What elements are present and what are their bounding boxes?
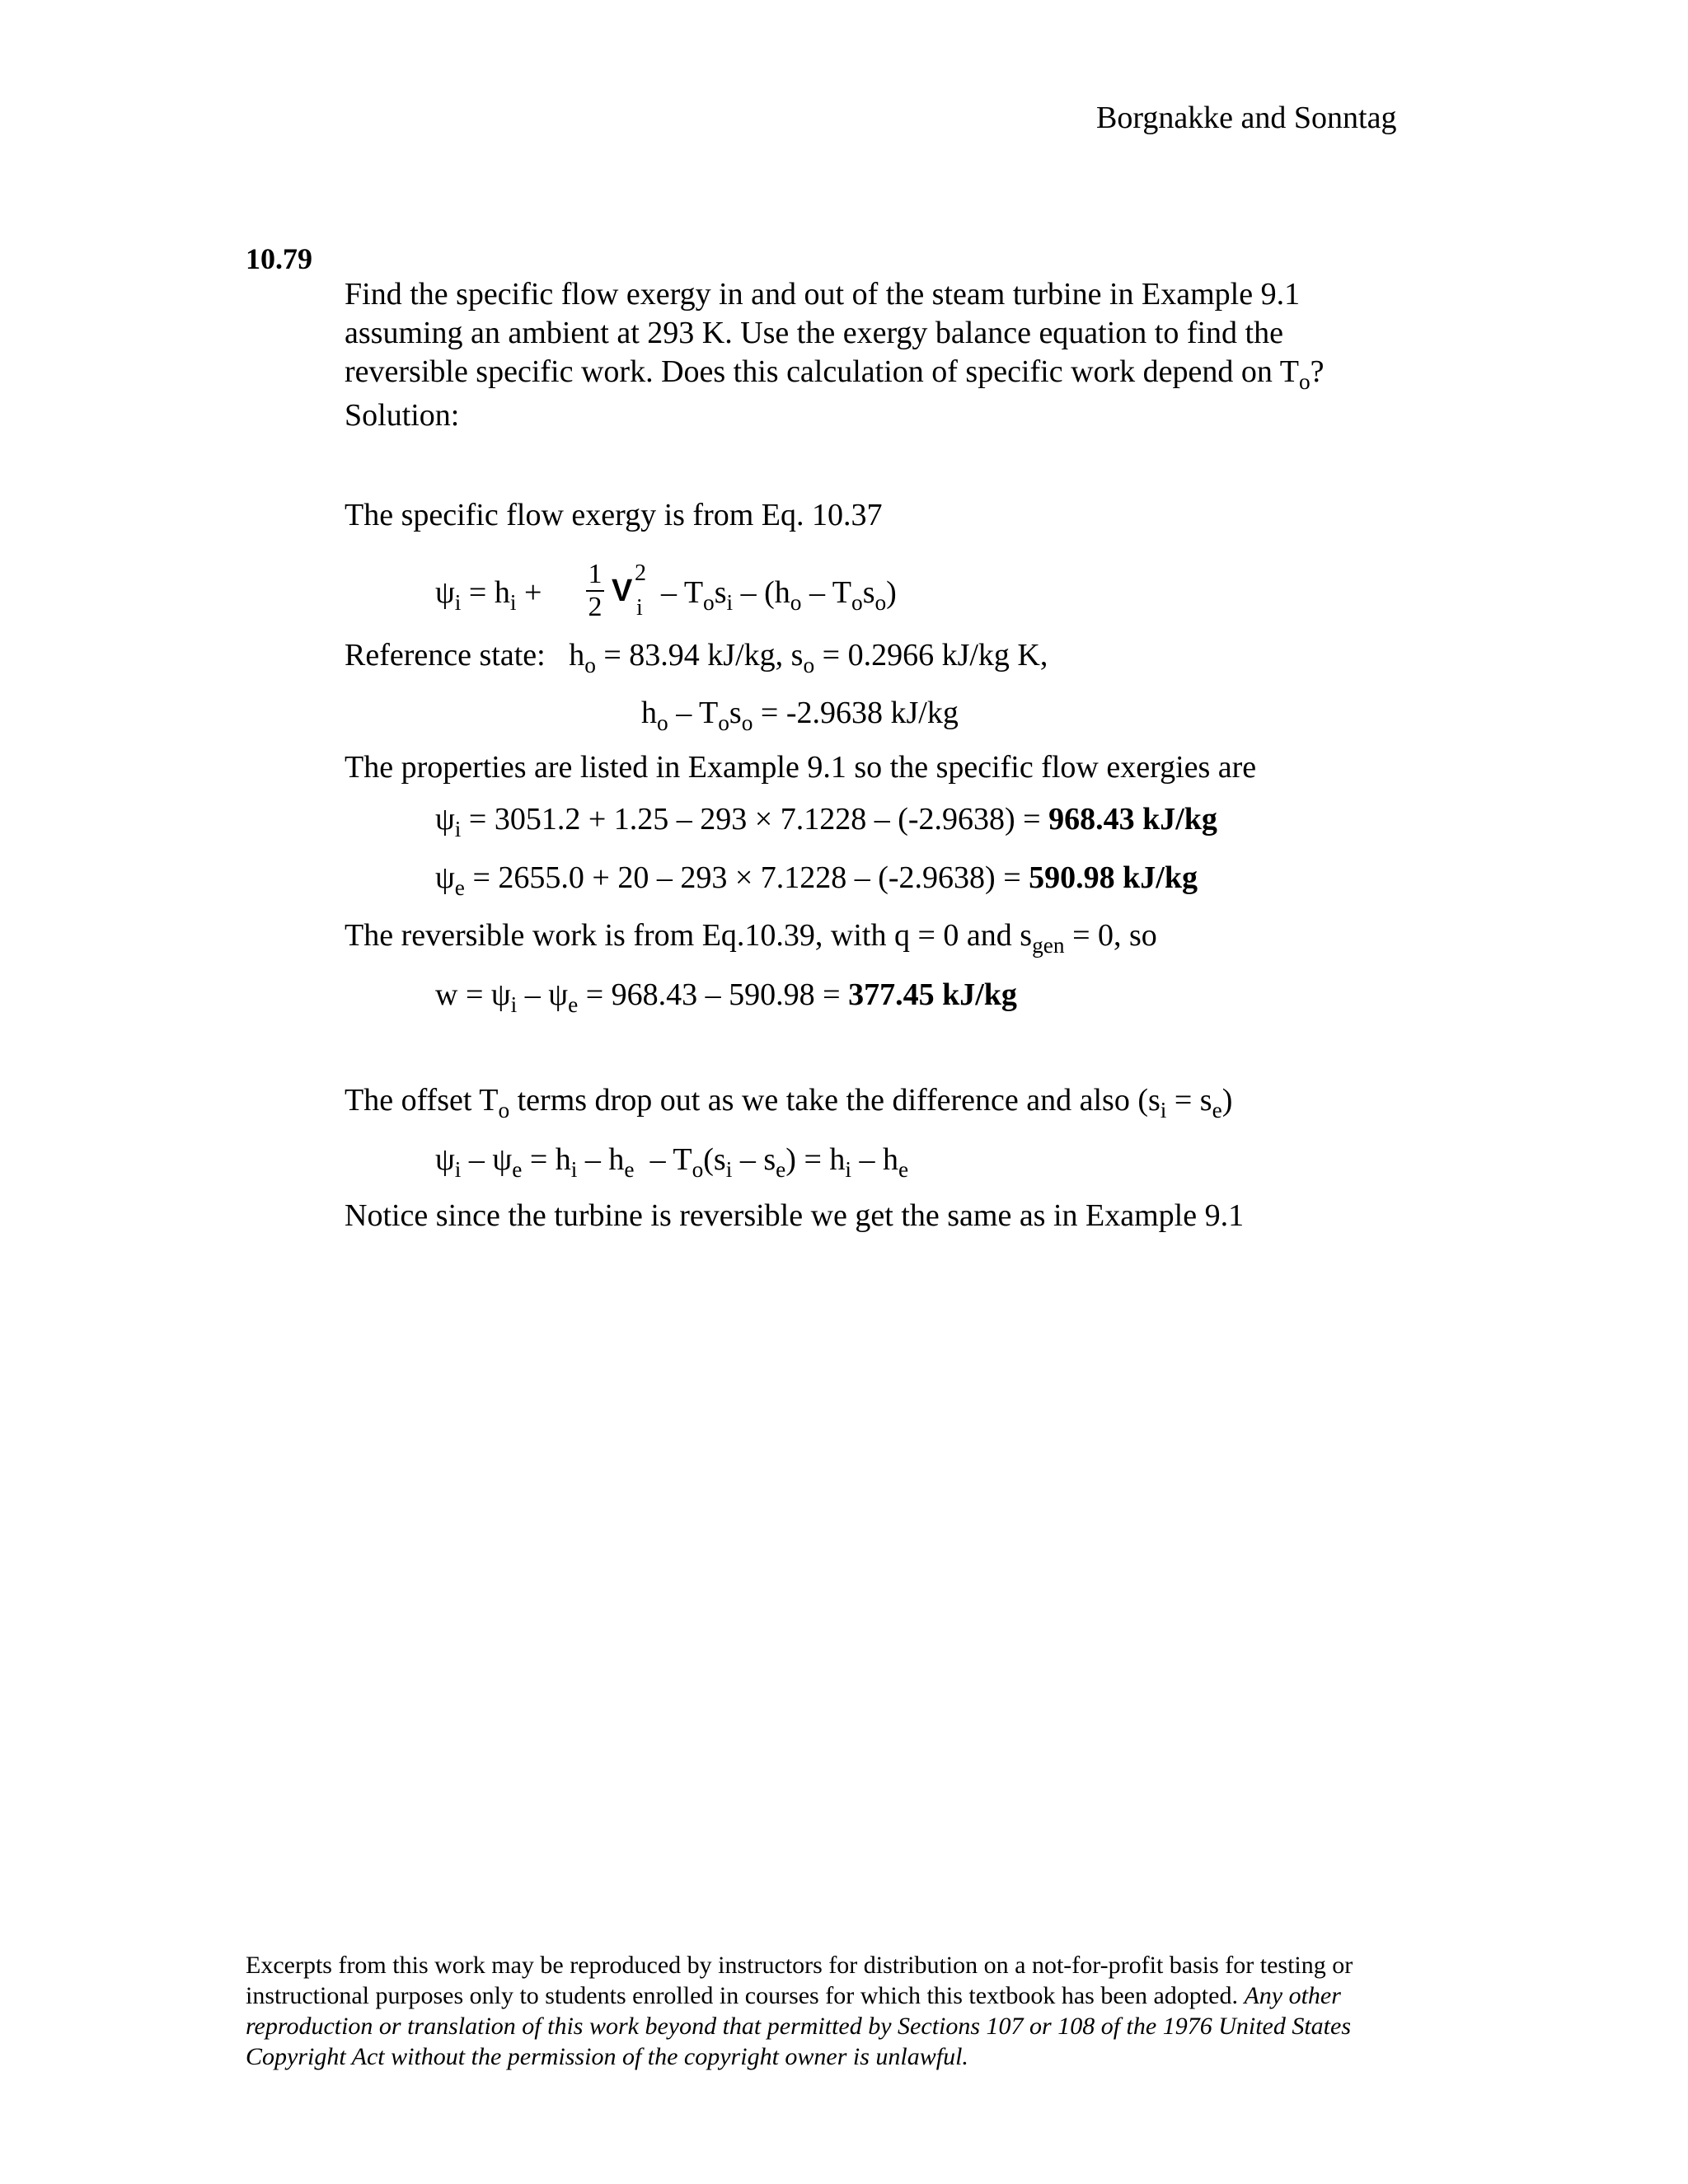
solution-intro: The specific flow exergy is from Eq. 10.37 <box>345 498 883 532</box>
notice-text: Notice since the turbine is reversible we get the same as in Example 9.1 <box>345 1198 1245 1233</box>
velocity-vector: V <box>612 574 633 608</box>
work-result: 377.45 kJ/kg <box>848 977 1017 1012</box>
work-equation: $w = \psi_i - \psi_e = 968.43 - 590.98 = 377.45$ kJ/kg <box>435 977 1017 1017</box>
offset-terms-text: The offset $T_o$ terms drop out as we take the difference and also $(s_i = s_e)$ <box>345 1083 1233 1122</box>
properties-text: The properties are listed in Example 9.1 so the specific flow exergies are <box>345 750 1257 785</box>
psi-inlet-result: 968.43 kJ/kg <box>1048 802 1217 837</box>
psi-exit-equation: $\psi_e = 2655.0 + 20 - 293 \times 7.1228 - (-2.9638) = 590.98$ kJ/kg <box>435 860 1198 900</box>
reference-state-line: Reference state: $h_o = 83.94$ kJ/kg, $s_o = 0.2966$ kJ/kg K, <box>345 638 1048 677</box>
reversible-work-text: The reversible work is from Eq.10.39, with q = 0 and $s_{gen} = 0$, so <box>345 918 1157 958</box>
psi-exit-result: 590.98 kJ/kg <box>1029 860 1198 895</box>
problem-statement-line-3: reversible specific work. Does this calculation of specific work depend on $T_o$? <box>345 354 1325 394</box>
one-half-fraction: 1 2 <box>585 560 605 621</box>
copyright-footer: Excerpts from this work may be reproduced by instructors for distribution on a not-for-profit basis for testing or instructional purposes only to students enrolled in courses for which this textbook has been adopted. Any other reproduction or translation of this work beyond that permitted by Sections 107 or 108 of the 1976 United States Copyright Act without the permission of the copyright owner is unlawful. <box>246 1952 1353 2070</box>
difference-equation: $\psi_i - \psi_e = h_i - h_e - T_o(s_i - s_e) = h_i - h_e$ <box>435 1142 909 1182</box>
psi-inlet-equation: $\psi_i = 3051.2 + 1.25 - 293 \times 7.1228 - (-2.9638) = 968.43$ kJ/kg <box>435 802 1217 841</box>
page-header-authors: Borgnakke and Sonntag <box>1096 101 1397 135</box>
solution-label: Solution: <box>345 398 460 433</box>
problem-statement-line-1: Find the specific flow exergy in and out of the steam turbine in Example 9.1 <box>345 277 1301 312</box>
problem-number: 10.79 <box>246 242 312 275</box>
reference-offset-line: $h_o - T_os_o = -2.9638$ kJ/kg <box>641 696 959 735</box>
problem-statement-line-2: assuming an ambient at 293 K. Use the exergy balance equation to find the <box>345 316 1283 350</box>
